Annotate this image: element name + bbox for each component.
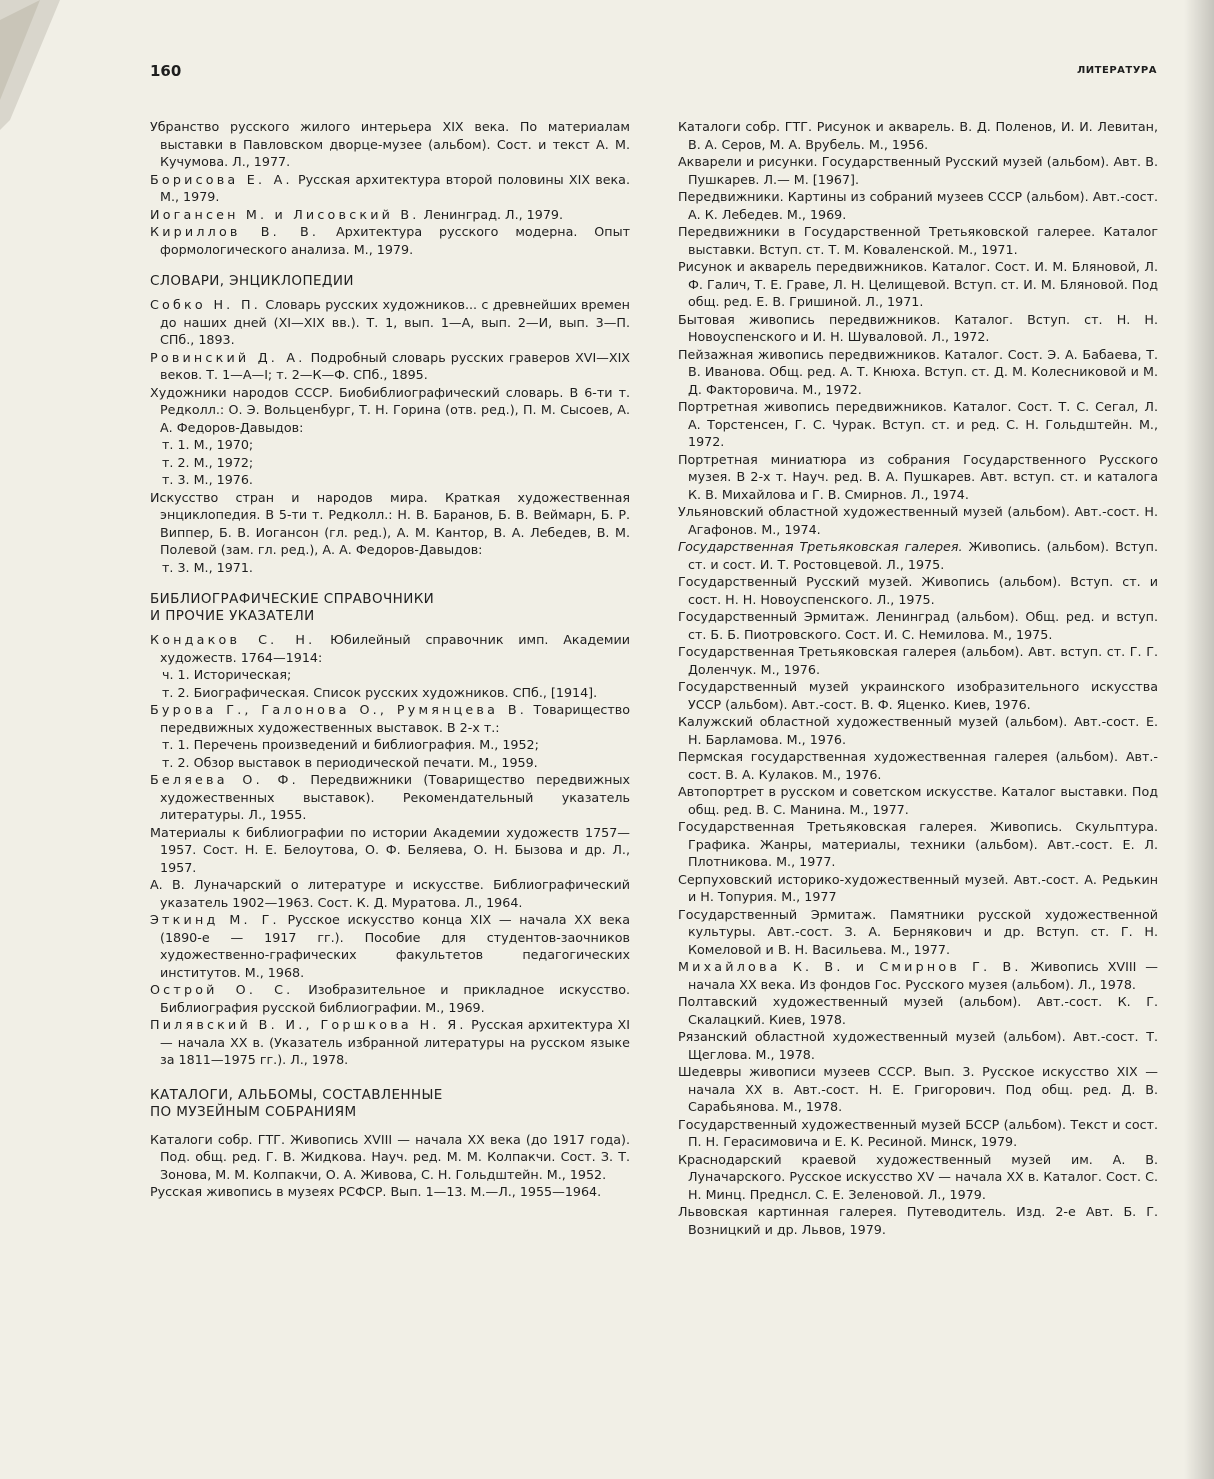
section-heading-bibliography <box>150 591 630 625</box>
bibliography-entry <box>678 608 1158 643</box>
volume-line: т. 1. Перечень произведений и библиография. М., 1952; <box>162 737 539 752</box>
bibliography-entry <box>678 503 1158 538</box>
bibliography-entry <box>150 171 630 206</box>
dictionary-volumes <box>150 436 630 489</box>
bibliography-entry <box>150 876 630 911</box>
section-heading-catalogues <box>150 1087 630 1121</box>
entry-text: Живопись. (альбом). Вступ. ст. и сост. И. Т. Ростовцевой. Л., 1975. <box>688 539 1158 572</box>
entry-italic-title: Государственная Третьяковская галерея. <box>678 539 963 554</box>
bibliography-entry <box>678 993 1158 1028</box>
heading-line: КАТАЛОГИ, АЛЬБОМЫ, СОСТАВЛЕННЫЕ <box>150 1086 443 1103</box>
dictionary-volumes-2 <box>150 559 630 577</box>
entry-text: Пейзажная живопись передвижников. Каталог. Сост. Э. А. Бабаева, Т. В. Иванова. Общ. ред. А. Т. Кнюха. Вступ. ст. Д. М. Колесниковой и М. Д. Факторовича. М., 1972. <box>678 346 1158 397</box>
entry-text: Убранство русского жилого интерьера XIX века. По материалам выставки в Павловском дворце-музее (альбом). Сост. и текст А. М. Кучумова. Л., 1977. <box>150 119 630 169</box>
bibliography-entry <box>678 311 1158 346</box>
bibliography-entry <box>150 631 630 666</box>
entry-text: Передвижники в Государственной Третьяковской галерее. Каталог выставки. Вступ. ст. Т. М. Коваленской. М., 1971. <box>678 224 1158 257</box>
bibliography-entry <box>150 981 630 1016</box>
dictionary-entries <box>150 296 630 436</box>
entry-text: А. В. Луначарский о литературе и искусстве. Библиографический указатель 1902—1963. Сост. К. Д. Муратова. Л., 1964. <box>150 877 630 910</box>
entry-author: Ровинский Д. А. <box>150 349 306 365</box>
entry-text: Государственная Третьяковская галерея. Живопись. Скульптура. Графика. Жанры, материалы, техники (альбом). Авт.-сост. Е. Л. Плотникова. М., 1977. <box>678 819 1158 869</box>
entry-text: Каталоги собр. ГТГ. Рисунок и акварель. В. Д. Поленов, И. И. Левитан, В. А. Серов, М. А. Врубель. М., 1956. <box>678 119 1158 152</box>
bibliography-entry <box>678 678 1158 713</box>
heading-line: ПО МУЗЕЙНЫМ СОБРАНИЯМ <box>150 1103 357 1120</box>
bibliography-entry <box>678 1116 1158 1151</box>
entry-text: Русская живопись в музеях РСФСР. Вып. 1—13. М.—Л., 1955—1964. <box>150 1184 602 1199</box>
entry-author: Беляева О. Ф. <box>150 772 299 787</box>
volume-line: т. 2. Обзор выставок в периодической печати. М., 1959. <box>162 754 538 770</box>
entry-text: Пермская государственная художественная галерея (альбом). Авт.-сост. В. А. Кулаков. М., 1976. <box>678 749 1158 782</box>
bibliography-entry <box>678 118 1158 153</box>
entry-text: Государственная Третьяковская галерея (альбом). Авт. вступ. ст. Г. Г. Доленчук. М., 1976. <box>678 644 1158 677</box>
bibliography-entry <box>678 1028 1158 1063</box>
entry-text: Рисунок и акварель передвижников. Каталог. Сост. И. М. Бляновой, Л. Ф. Галич, Т. Е. Граве, Л. Н. Целищевой. Вступ. ст. И. М. Бляновой. Под общ. ред. Е. В. Гришиной. Л., 1971. <box>678 259 1158 309</box>
bibliography-entry <box>150 701 630 736</box>
architecture-entries <box>150 118 630 258</box>
entry-author: Бурова Г., Галонова О., Румянцева В. <box>150 702 527 717</box>
bibliography-entry <box>150 206 630 224</box>
bibliography-volumes-1 <box>150 666 630 701</box>
entry-text: Искусство стран и народов мира. Краткая художественная энциклопедия. В 5-ти т. Редколл.: Н. В. Баранов, Б. В. Веймарн, Б. Р. Виппер, Б. В. Иогансон (гл. ред.), А. М. Кантор, В. А. Лебедев, В. М. Полевой (зам. гл. ред.), А. А. Федоров-Давыдов: <box>150 489 630 557</box>
volume-line: т. 1. М., 1970; <box>162 437 254 452</box>
entry-author: Пилявский В. И., Горшкова Н. Я. <box>150 1017 467 1032</box>
bibliography-entry <box>678 1203 1158 1238</box>
entry-author: Острой О. С. <box>150 982 294 997</box>
entry-text: Художники народов СССР. Биобиблиографический словарь. В 6-ти т. Редколл.: О. Э. Вольценбург, Т. Н. Горина (отв. ред.), П. М. Сысоев, А. А. Федоров-Давыдов: <box>150 384 630 435</box>
entry-text: Портретная миниатюра из собрания Государственного Русского музея. В 2-х т. Науч. ред. В. А. Пушкарев. Авт. вступ. ст. и каталога К. В. Михайлова и Г. В. Смирнов. Л., 1974. <box>678 451 1158 502</box>
entry-text: Рязанский областной художественный музей (альбом). Авт.-сост. Т. Щеглова. М., 1978. <box>678 1029 1158 1062</box>
bibliography-entry <box>678 906 1158 959</box>
entry-author: Эткинд М. Г. <box>150 912 280 927</box>
entry-text: Государственный Эрмитаж. Памятники русской художественной культуры. Авт.-сост. З. А. Бернякович и др. Вступ. ст. Г. Н. Комеловой и В. Н. Васильева. М., 1977. <box>678 906 1158 957</box>
heading-line: БИБЛИОГРАФИЧЕСКИЕ СПРАВОЧНИКИ <box>150 591 435 607</box>
volume-line: т. 3. М., 1971. <box>162 559 253 575</box>
entry-text: Акварели и рисунки. Государственный Русский музей (альбом). Авт. В. Пушкарев. Л.— М. [1967]. <box>678 154 1158 187</box>
entry-text: Государственный Эрмитаж. Ленинград (альбом). Общ. ред. и вступ. ст. Б. Б. Пиотровского. Сост. И. С. Немилова. М., 1975. <box>678 609 1158 642</box>
entry-text: Живопись XVIII — начала XX века. Из фондов Гос. Русского музея (альбом). Л., 1978. <box>688 959 1158 992</box>
bibliography-entry <box>678 871 1158 906</box>
bibliography-entry <box>150 1183 630 1201</box>
entry-text: Полтавский художественный музей (альбом). Авт.-сост. К. Г. Скалацкий. Киев, 1978. <box>678 994 1158 1027</box>
bibliography-entry <box>150 824 630 877</box>
bibliography-entry <box>150 384 630 437</box>
section-heading-dictionaries: СЛОВАРИ, ЭНЦИКЛОПЕДИИ <box>150 273 354 289</box>
entry-text: Калужский областной художественный музей (альбом). Авт.-сост. Е. Н. Барламова. М., 1976. <box>678 714 1158 747</box>
bibliography-entries <box>150 771 630 1069</box>
volume-line: т. 3. М., 1976. <box>162 472 253 487</box>
bibliography-entry <box>678 398 1158 451</box>
entry-text: Передвижники (Товарищество передвижных художественных выставок). Рекомендательный указатель литературы. Л., 1955. <box>160 772 631 822</box>
entry-text: Львовская картинная галерея. Путеводитель. Изд. 2-е Авт. Б. Г. Возницкий и др. Львов, 1979. <box>678 1204 1158 1237</box>
bibliography-entry <box>150 118 630 171</box>
entry-text: Русское искусство конца XIX — начала XX века (1890-е — 1917 гг.). Пособие для студентов-заочников художественно-графических факультетов педагогических институтов. М., 1968. <box>160 912 630 980</box>
volume-line: т. 2. Биографическая. Список русских художников. СПб., [1914]. <box>162 684 598 700</box>
entry-text: Архитектура русского модерна. Опыт формологического анализа. М., 1979. <box>160 224 630 257</box>
bibliography-entry <box>678 643 1158 678</box>
entry-author: Борисова Е. А. <box>150 171 293 187</box>
entry-text: Краснодарский краевой художественный музей им. А. В. Луначарского. Русское искусство XV — начала XX в. Каталог. Сост. С. Н. Минц. Преднсл. С. Е. Зеленовой. Л., 1979. <box>678 1151 1158 1202</box>
entry-author: Иогансен М. и Лисовский В. <box>150 206 420 222</box>
entry-text: Словарь русских художников... с древнейших времен до наших дней (XI—XIX вв.). Т. 1, вып. 1—А, вып. 2—И, вып. 3—П. СПб., 1893. <box>160 297 630 347</box>
bibliography-entry <box>678 958 1158 993</box>
entry-text: Шедевры живописи музеев СССР. Вып. 3. Русское искусство XIX — начала XX в. Авт.-сост. Н. Е. Григорович. Под общ. ред. Д. В. Сарабьянова. М., 1978. <box>678 1064 1158 1114</box>
bibliography-entry <box>678 1151 1158 1204</box>
entry-author: Михайлова К. В. и Смирнов Г. В. <box>678 959 1022 974</box>
bibliography-entry <box>678 538 1158 573</box>
left-column <box>150 118 630 1201</box>
entry-text: Товарищество передвижных художественных выставок. В 2-х т.: <box>160 702 630 735</box>
bibliography-entry <box>678 188 1158 223</box>
entry-text: Русская архитектура XI — начала XX в. (Указатель избранной литературы на русском языке за 1811—1975 гг.). Л., 1978. <box>160 1017 630 1067</box>
entry-text: Передвижники. Картины из собраний музеев СССР (альбом). Авт.-сост. А. К. Лебедев. М., 1969. <box>678 189 1158 222</box>
bibliography-entry <box>678 346 1158 399</box>
bibliography-entry <box>150 771 630 824</box>
bibliography-entry <box>678 573 1158 608</box>
bibliography-entry <box>678 783 1158 818</box>
bibliography-entry <box>150 1016 630 1069</box>
entry-author: Собко Н. П. <box>150 297 261 312</box>
entry-text: Ульяновский областной художественный музей (альбом). Авт.-сост. Н. Агафонов. М., 1974. <box>678 504 1158 537</box>
volume-line: т. 2. М., 1972; <box>162 454 254 470</box>
entry-text: Государственный художественный музей БССР (альбом). Текст и сост. П. Н. Герасимовича и Е. К. Ресиной. Минск, 1979. <box>678 1116 1158 1149</box>
catalogue-entries-right <box>678 118 1158 1238</box>
bibliography-entry <box>150 296 630 349</box>
bibliography-volumes-2 <box>150 736 630 771</box>
bibliography-entry-2 <box>150 701 630 736</box>
bibliography-entry <box>150 1131 630 1184</box>
bibliography-entry <box>678 713 1158 748</box>
bibliography-entry <box>678 748 1158 783</box>
bibliography-entry <box>678 818 1158 871</box>
entry-text: Юбилейный справочник имп. Академии художеств. 1764—1914: <box>160 632 630 665</box>
entry-text: Бытовая живопись передвижников. Каталог. Вступ. ст. Н. Н. Новоуспенского и И. Н. Шуваловой. Л., 1972. <box>678 311 1158 344</box>
entry-text: Изобразительное и прикладное искусство. Библиография русской библиографии. М., 1969. <box>160 982 630 1015</box>
bibliography-entry <box>678 223 1158 258</box>
entry-text: Ленинград. Л., 1979. <box>419 206 564 222</box>
bibliography-entry <box>150 349 630 384</box>
entry-text: Портретная живопись передвижников. Каталог. Сост. Т. С. Сегал, Л. А. Торстенсен, Г. С. Чурак. Вступ. ст. и ред. С. Н. Гольдштейн. М., 1972. <box>678 399 1158 449</box>
bibliography-entry <box>678 1063 1158 1116</box>
entry-text: Государственный музей украинского изобразительного искусства УССР (альбом). Авт.-сост. В. Ф. Яценко. Киев, 1976. <box>678 679 1158 712</box>
entry-author: Кириллов В. В. <box>150 224 320 239</box>
dictionary-entries-2 <box>150 489 630 559</box>
page-edge-shadow <box>1184 0 1214 1479</box>
catalogue-entries-left <box>150 1131 630 1201</box>
entry-text: Каталоги собр. ГТГ. Живопись XVIII — начала XX века (до 1917 года). Под. общ. ред. Г. В. Жидкова. Науч. ред. М. М. Колпакчи. Сост. З. Т. Зонова, М. М. Колпакчи, О. А. Живова, С. Н. Гольдштейн. М., 1952. <box>150 1131 630 1182</box>
bibliography-entry <box>150 911 630 981</box>
bibliography-entry <box>678 258 1158 311</box>
bibliography-entry <box>678 153 1158 188</box>
page-corner-shadow <box>0 0 60 130</box>
entry-text: Подробный словарь русских граверов XVI—XIX веков. Т. 1—А—I; т. 2—К—Ф. СПб., 1895. <box>160 349 630 382</box>
entry-text: Автопортрет в русском и советском искусстве. Каталог выставки. Под общ. ред. В. С. Манина. М., 1977. <box>678 784 1158 817</box>
volume-line: ч. 1. Историческая; <box>162 667 292 682</box>
bibliography-entry <box>150 489 630 559</box>
entry-text: Материалы к библиографии по истории Академии художеств 1757—1957. Сост. Н. Е. Белоутова, О. Ф. Беляева, О. Н. Бызова и др. Л., 1957. <box>150 824 630 875</box>
entry-text: Русская архитектура второй половины XIX века. М., 1979. <box>160 171 630 204</box>
entry-author: Кондаков С. Н. <box>150 632 316 647</box>
page-number: 160 <box>150 62 182 80</box>
bibliography-entry <box>150 223 630 258</box>
right-column <box>678 118 1158 1238</box>
heading-line: И ПРОЧИЕ УКАЗАТЕЛИ <box>150 608 315 624</box>
bibliography-entry <box>678 451 1158 504</box>
entry-text: Государственный Русский музей. Живопись (альбом). Вступ. ст. и сост. Н. Н. Новоуспенского. Л., 1975. <box>678 574 1158 607</box>
entry-text: Серпуховский историко-художественный музей. Авт.-сост. А. Редькин и Н. Топурия. М., 1977 <box>678 871 1158 904</box>
running-head: ЛИТЕРАТУРА <box>1077 65 1157 76</box>
bibliography-entry-1 <box>150 631 630 666</box>
